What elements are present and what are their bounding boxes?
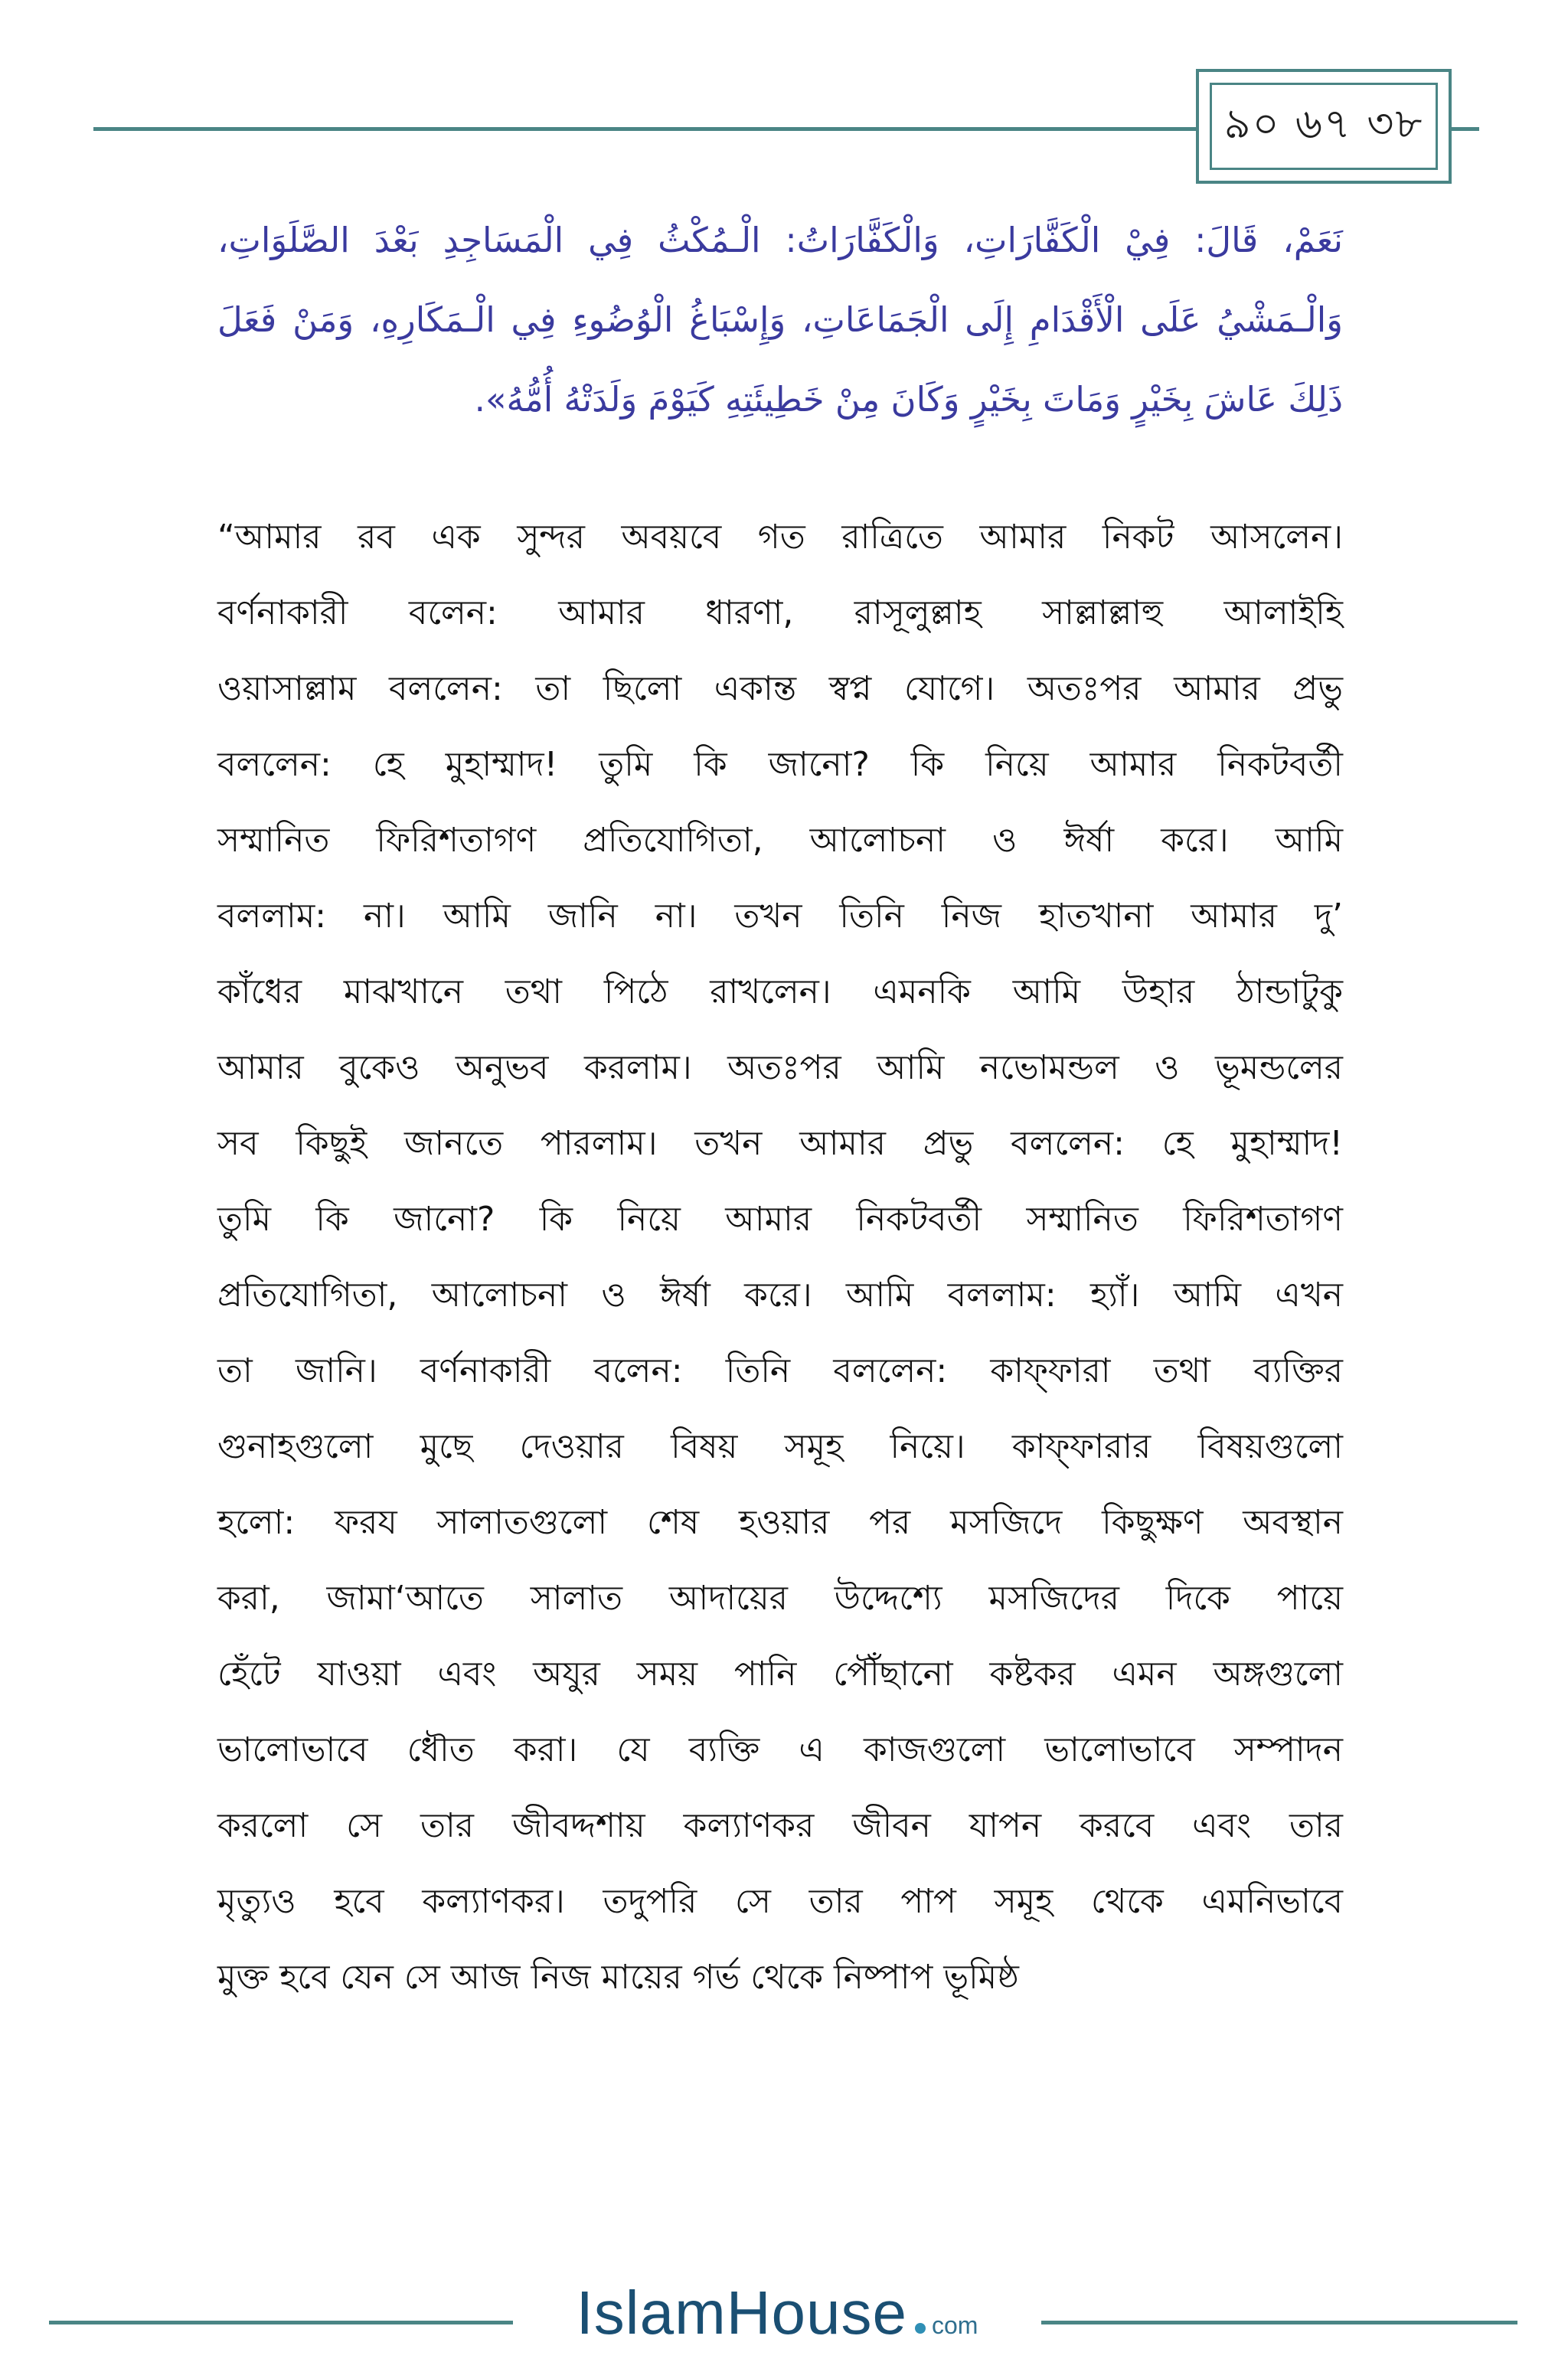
text-line: ভালোভাবে ধৌত করা। যে ব্যক্তি এ কাজগুলো ভালোভাবে সম্পাদন <box>217 1730 1343 1769</box>
page-number: ৯০ ৬৭ ৩৮ <box>1223 100 1424 148</box>
header-rule-left <box>93 127 1207 131</box>
arabic-hadith-text: نَعَمْ، قَالَ: فِيْ الْكَفَّارَاتِ، وَالْكَفَّارَاتُ: الْـمُكْثُ فِي الْمَسَاجِدِ بَعْدَ الصَّلَوَاتِ، وَالْـمَشْيُ عَلَى الْأَقْدَامِ إِلَى الْجَمَاعَاتِ، وَإِسْبَاغُ الْوُضُوءِ فِي الْـمَكَارِهِ، وَمَنْ فَعَلَ ذَلِكَ عَاشَ بِخَيْرٍ وَمَاتَ بِخَيْرٍ وَكَانَ مِنْ خَطِيئَتِهِ كَيَوْمَ وَلَدَتْهُ أُمُّهُ». <box>217 220 1343 420</box>
text-line: কাঁধের মাঝখানে তথা পিঠে রাখলেন। এমনকি আমি উহার ঠান্ডাটুকু <box>217 972 1343 1011</box>
text-line: হেঁটে যাওয়া এবং অযুর সময় পানি পৌঁছানো কষ্টকর এমন অঙ্গগুলো <box>217 1655 1343 1694</box>
header-rule-right <box>1450 127 1479 131</box>
text-line: প্রতিযোগিতা, আলোচনা ও ঈর্ষা করে। আমি বললাম: হ্যাঁ। আমি এখন <box>217 1276 1343 1315</box>
text-line: হলো: ফরয সালাতগুলো শেষ হওয়ার পর মসজিদে কিছুক্ষণ অবস্থান <box>217 1503 1343 1542</box>
text-line: তুমি কি জানো? কি নিয়ে আমার নিকটবর্তী সম্মানিত ফিরিশতাগণ <box>217 1200 1343 1239</box>
text-line: করলো সে তার জীবদ্দশায় কল্যাণকর জীবন যাপন করবে এবং তার <box>217 1806 1343 1845</box>
text-line: বর্ণনাকারী বলেন: আমার ধারণা, রাসূলুল্লাহ সাল্লাল্লাহু আলাইহি <box>217 593 1343 632</box>
brand-dot-icon <box>915 2323 926 2334</box>
text-line: করা, জামা‘আতে সালাত আদায়ের উদ্দেশ্যে মসজিদের দিকে পায়ে <box>217 1579 1343 1618</box>
brand-domain: com <box>931 2311 978 2339</box>
footer-rule-left <box>49 2321 513 2324</box>
text-line: তা জানি। বর্ণনাকারী বলেন: তিনি বললেন: কাফ্ফারা তথা ব্যক্তির <box>217 1351 1343 1390</box>
text-line: সম্মানিত ফিরিশতাগণ প্রতিযোগিতা, আলোচনা ও ঈর্ষা করে। আমি <box>217 821 1343 860</box>
islamhouse-logo <box>528 2278 1026 2362</box>
text-line: সব কিছুই জানতে পারলাম। তখন আমার প্রভু বললেন: হে মুহাম্মাদ! <box>217 1124 1343 1163</box>
text-line: ওয়াসাল্লাম বললেন: তা ছিলো একান্ত স্বপ্ন যোগে। অতঃপর আমার প্রভু <box>217 669 1343 708</box>
text-line: বললাম: না। আমি জানি না। তখন তিনি নিজ হাতখানা আমার দু’ <box>217 897 1343 936</box>
page-number-box <box>1210 83 1438 170</box>
footer-rule-right <box>1041 2321 1517 2324</box>
text-line: মৃত্যুও হবে কল্যাণকর। তদুপরি সে তার পাপ সমূহ থেকে এমনিভাবে <box>217 1882 1343 1921</box>
brand-name: IslamHouse <box>576 2279 907 2347</box>
text-line: আমার বুকেও অনুভব করলাম। অতঃপর আমি নভোমন্ডল ও ভূমন্ডলের <box>217 1048 1343 1087</box>
text-line: “আমার রব এক সুন্দর অবয়বে গত রাত্রিতে আমার নিকট আসলেন। <box>217 518 1343 557</box>
bengali-translation <box>217 499 1343 2015</box>
text-line: বললেন: হে মুহাম্মাদ! তুমি কি জানো? কি নিয়ে আমার নিকটবর্তী <box>217 745 1343 784</box>
text-line: মুক্ত হবে যেন সে আজ নিজ মায়ের গর্ভ থেকে নিষ্পাপ ভূমিষ্ঠ <box>217 1958 1019 1997</box>
text-line: গুনাহগুলো মুছে দেওয়ার বিষয় সমূহ নিয়ে। কাফ্ফারার বিষয়গুলো <box>217 1427 1343 1466</box>
